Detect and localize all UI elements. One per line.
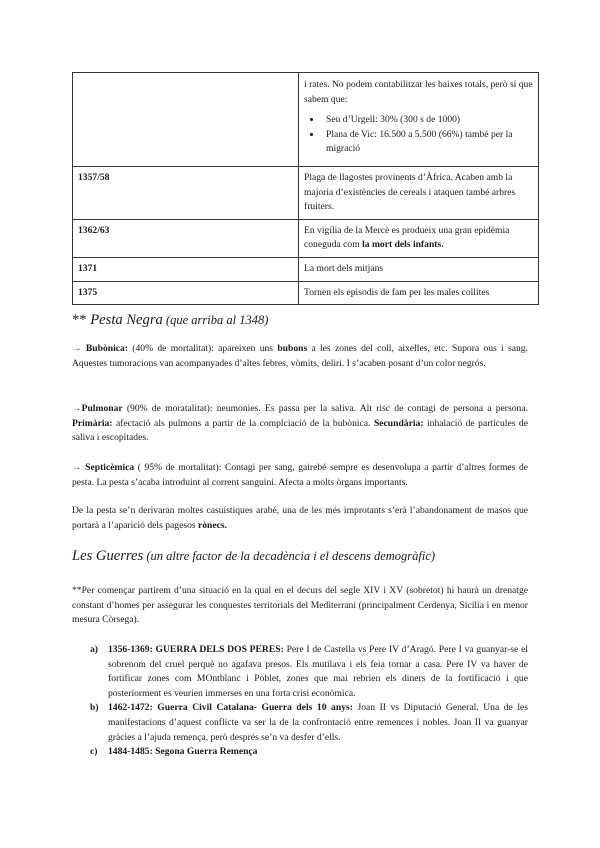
description-bold: la mort dels infants. xyxy=(362,239,444,251)
term-bold: Bubònica: xyxy=(85,343,129,354)
heading-prefix: ** xyxy=(72,312,91,328)
paragraph-septicemica xyxy=(72,461,528,490)
paragraph-guerres-intro: **Per començar partirem d’una situació en la qual en el decurs del segle XIV i XV (sobretot) hi haurà un drenatge constant d’homes per assegurar les conquestes territorials del Mediterrani (principalment Cerdenya, Sicília i en menor mesura Còrsega). xyxy=(72,585,528,626)
term-bold: rònecs. xyxy=(198,519,228,531)
term-bold: Secundària: xyxy=(373,417,424,429)
heading-title: Pesta Negra xyxy=(90,312,163,328)
list-item: • Seu d’Urgell: 30% (300 s de 1000) xyxy=(322,113,534,128)
year-cell: 1375 xyxy=(73,281,299,305)
paragraph-pulmonar xyxy=(72,402,528,446)
paragraph-text: inhalació de partícules de saliva i escopitades. xyxy=(72,417,528,444)
table-row xyxy=(73,281,539,305)
description-text: i rates. No podem contabilitzar les baixes totals, però sí que sabem que: xyxy=(304,79,533,105)
description-cell: La mort dels mitjans xyxy=(299,257,539,281)
description-cell xyxy=(299,219,539,257)
arrow-icon: → xyxy=(72,403,82,414)
term-bold: Primària: xyxy=(72,417,113,429)
table-row xyxy=(73,167,539,220)
description-cell: Plaga de llagostes provinents d’Àfrica. Acaben amb la majoria d’existències de cereals i ataquen també arbres fruiters. xyxy=(299,167,539,220)
stats-list xyxy=(304,113,534,157)
year-cell: 1357/58 xyxy=(73,167,299,220)
paragraph-text: ( 95% de mortalitat): Contagi per sang, gairebé sempre es desenvolupa a partir d’altres formes de pesta. La pesta s’acaba introduint al corrent sanguini. Afecta a molts òrgans importants. xyxy=(72,462,528,488)
list-item xyxy=(90,701,528,745)
item-bold: 1356-1369: GUERRA DELS DOS PERES: xyxy=(108,644,284,655)
term-bold: Septicèmica xyxy=(85,462,135,473)
history-table xyxy=(72,72,539,305)
section-heading-guerres xyxy=(72,547,435,565)
paragraph-text: a les zones del coll, aixelles, etc. Supora ous i sang. Aquestes tumoracions van acompanyades d’altes febres, vòmits, deliri. I s’acaben posant d’un color negrós. xyxy=(72,343,528,369)
description-text: En vigília de la Mercè es produeix una gran epidèmia coneguda com xyxy=(304,224,510,251)
item-text: Joan II vs Diputació General. Una de les manifestacions d’aquest conflicte va ser la de la confrontació entre remences i nobles. Joan II va guanyar gràcies a l’ajuda remença, però després se’n va desfer d’ells. xyxy=(108,702,528,743)
arrow-icon: → xyxy=(72,462,86,473)
paragraph-derivacions xyxy=(72,504,528,533)
paragraph-text: De la pesta se’n derivaran moltes casuístiques arabé, una de les més improtants s’erà l’abandonament de masos que portarà a l’aparició dels pagesos xyxy=(72,505,528,531)
arrow-icon: → xyxy=(72,343,86,354)
year-cell xyxy=(73,73,299,167)
wars-list xyxy=(90,643,528,760)
list-item xyxy=(90,643,528,701)
item-text: Pere I de Castella vs Pere IV d’Aragó. Pere I va guanyar-se el sobrenom del cruel perquè no agafava presos. Els mutilava i els feia tornar a casa. Pere IV va haver de fortificar zones com MOntblanc i Poblet, zones que mai rebrien els diners de la fortificació i que posteriorment es veurien immerses en una forta crisi econòmica. xyxy=(108,644,528,699)
list-marker: c) xyxy=(90,746,98,758)
item-bold: 1484-1485: Segona Guerra Remença xyxy=(108,746,258,758)
year-cell: 1362/63 xyxy=(73,219,299,257)
list-item: • Plana de Vic: 16.500 a 5.500 (66%) també per la migració xyxy=(322,128,534,157)
paragraph-text: afectació als pulmons a partir de la complciació de la bubònica. xyxy=(112,417,374,429)
document-page xyxy=(72,72,533,305)
term-bold: bubons xyxy=(277,343,308,354)
description-cell: Tornen els episodis de fam per les males collites xyxy=(299,281,539,305)
paragraph-text: (90% de moratalitat): neumonies. Es passa per la saliva. Alt risc de contagi de persona a persona. xyxy=(122,403,528,414)
item-bold: 1462-1472: Guerra Civil Catalana- Guerra dels 10 anys: xyxy=(108,702,353,714)
table-row xyxy=(73,73,539,167)
term-bold: Pulmonar xyxy=(81,403,123,414)
description-cell xyxy=(299,73,539,167)
heading-title: Les Guerres xyxy=(72,548,144,564)
list-marker: b) xyxy=(90,702,99,714)
table-row xyxy=(73,219,539,257)
heading-subtitle: (un altre factor de la decadència i el descens demogràfic) xyxy=(143,549,436,563)
heading-subtitle: (que arriba al 1348) xyxy=(162,313,269,327)
section-heading-pesta xyxy=(72,311,268,329)
paragraph-bubonica xyxy=(72,342,528,371)
table-row xyxy=(73,257,539,281)
year-cell: 1371 xyxy=(73,257,299,281)
paragraph-text: (40% de mortalitat): apareixen uns xyxy=(128,343,278,354)
list-item xyxy=(90,745,528,760)
list-marker: a) xyxy=(90,644,98,655)
